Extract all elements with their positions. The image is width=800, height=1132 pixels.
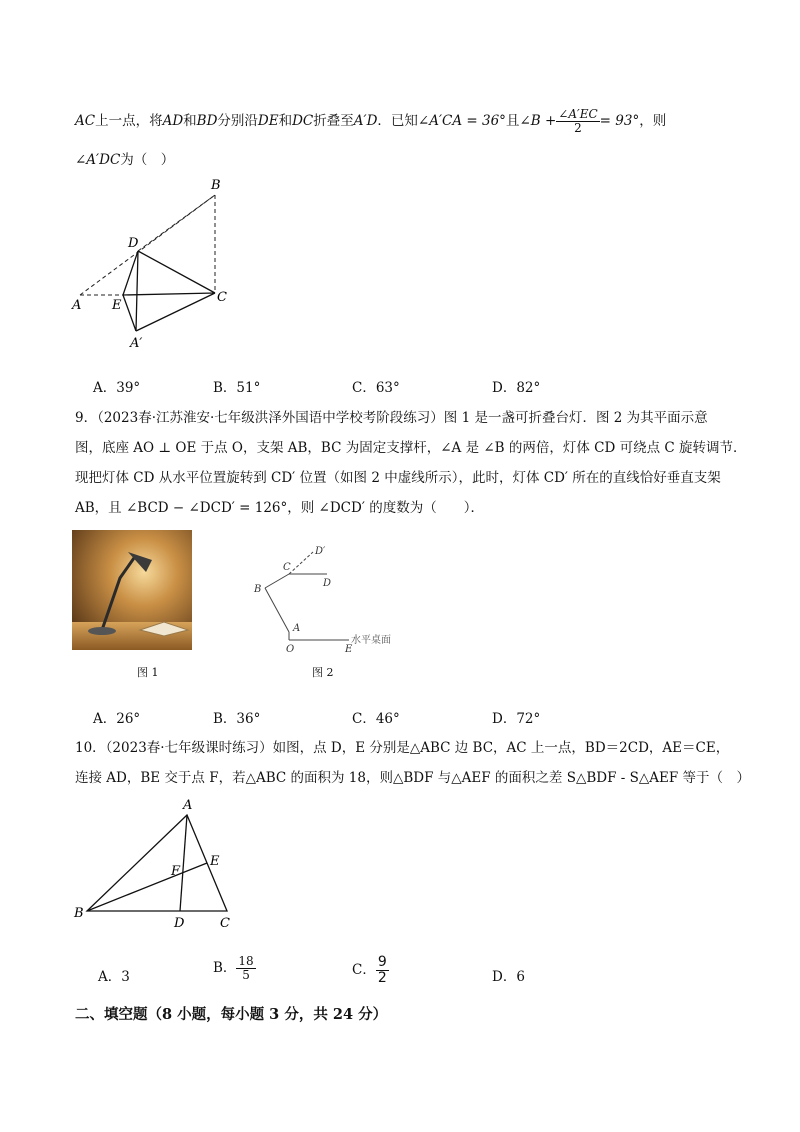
segment-dc <box>138 251 215 293</box>
q9-option-a[interactable]: A．26° <box>93 711 141 727</box>
q8-option-a[interactable]: A．39° <box>93 380 141 396</box>
label-e: E <box>210 854 220 869</box>
section-2-title: 二、填空题（8 小题，每小题 3 分，共 24 分） <box>75 1006 388 1023</box>
q8-option-b[interactable]: B．51° <box>213 380 261 396</box>
q9-text-line-3: 现把灯体 CD 从水平位置旋转到 CD′ 位置（如图 2 中虚线所示），此时，灯体 CD′ 所在的直线恰好垂直支架 <box>75 470 721 486</box>
q10-option-d[interactable]: D．6 <box>492 969 525 985</box>
segment-ad <box>180 815 187 911</box>
label-c: C <box>220 916 230 931</box>
q8-text-line-1: AC上一点，将AD和BD分别沿DE和DC折叠至A′D．已知∠A′CA = 36°且∠B + $\frac{\angle A'EC}{2}$ = 93°，则 <box>75 107 667 135</box>
q10-text-line-1: 10．（2023春·七年级课时练习）如图，点 D，E 分别是△ABC 边 BC，AC 上一点，BD＝2CD，AE＝CE， <box>75 740 730 756</box>
lamp-base <box>88 627 116 635</box>
q8-option-d[interactable]: D．82° <box>492 380 541 396</box>
label-c: C <box>283 562 291 573</box>
q9-figure-2-caption: 图 2 <box>312 666 334 679</box>
segment-be <box>87 863 207 911</box>
q9-text-line-2: 图，底座 AO ⊥ OE 于点 O，支架 AB，BC 为固定支撑杆，∠A 是 ∠B 的两倍，灯体 CD 可绕点 C 旋转调节． <box>75 440 747 456</box>
q9-schematic <box>245 540 415 660</box>
label-d: D <box>128 236 139 251</box>
segment-da-prime <box>136 251 138 331</box>
segment-bc <box>265 574 289 588</box>
q9-text-line-4: AB，且 ∠BCD − ∠DCD′ = 126°，则 ∠DCD′ 的度数为（ ）． <box>75 500 484 516</box>
q10-option-a[interactable]: A．3 <box>98 969 130 985</box>
label-a: A <box>183 798 193 813</box>
label-o: O <box>286 644 295 655</box>
fraction-18-5: $\frac{18}{5}$ <box>238 954 254 982</box>
q9-figure-1-caption: 图 1 <box>137 666 159 679</box>
q10-text-line-2: 连接 AD，BE 交于点 F，若△ABC 的面积为 18，则△BDF 与△AEF 的面积之差 S△BDF - S△AEF 等于（ ） <box>75 770 750 786</box>
q9-text-line-1: 9．（2023春·江苏淮安·七年级洪泽外国语中学校考阶段练习）图 1 是一盏可折叠台灯．图 2 为其平面示意 <box>75 410 708 426</box>
label-a: A <box>293 623 301 634</box>
q9-lamp-photo <box>72 530 192 650</box>
label-e: E <box>345 644 353 655</box>
q9-option-c[interactable]: C．46° <box>352 711 400 727</box>
q8-figure <box>70 175 240 355</box>
q8-text-line-2: ∠A′DC为（ ） <box>75 152 175 168</box>
q10-triangle-figure <box>70 795 250 935</box>
segment-de <box>123 251 138 295</box>
q9-option-d[interactable]: D．72° <box>492 711 541 727</box>
q8-option-c[interactable]: C．63° <box>352 380 400 396</box>
label-d-prime: D′ <box>315 546 326 557</box>
segment-ea-prime <box>123 295 136 331</box>
label-desk: 水平桌面 <box>351 635 391 646</box>
q9-option-b[interactable]: B．36° <box>213 711 261 727</box>
segment-a-prime-c <box>136 293 215 331</box>
label-d: D <box>323 578 332 589</box>
dashed-cd-prime <box>289 552 313 574</box>
label-a: A <box>72 298 82 313</box>
label-f: F <box>171 864 181 879</box>
label-d: D <box>174 916 185 931</box>
q10-option-c[interactable]: C． $\frac{9}{2}$ <box>352 954 387 986</box>
q8-fraction: $\frac{\angle A'EC}{2}$ <box>558 107 598 135</box>
label-b: B <box>211 178 221 193</box>
label-c: C <box>217 290 227 305</box>
label-e: E <box>112 298 122 313</box>
label-a-prime: A′ <box>130 336 143 351</box>
q10-option-b[interactable]: B． $\frac{18}{5}$ <box>213 954 254 982</box>
label-b: B <box>74 906 84 921</box>
fraction-9-2: $\frac{9}{2}$ <box>377 954 387 986</box>
segment-ab <box>265 588 289 632</box>
label-b: B <box>254 584 262 595</box>
